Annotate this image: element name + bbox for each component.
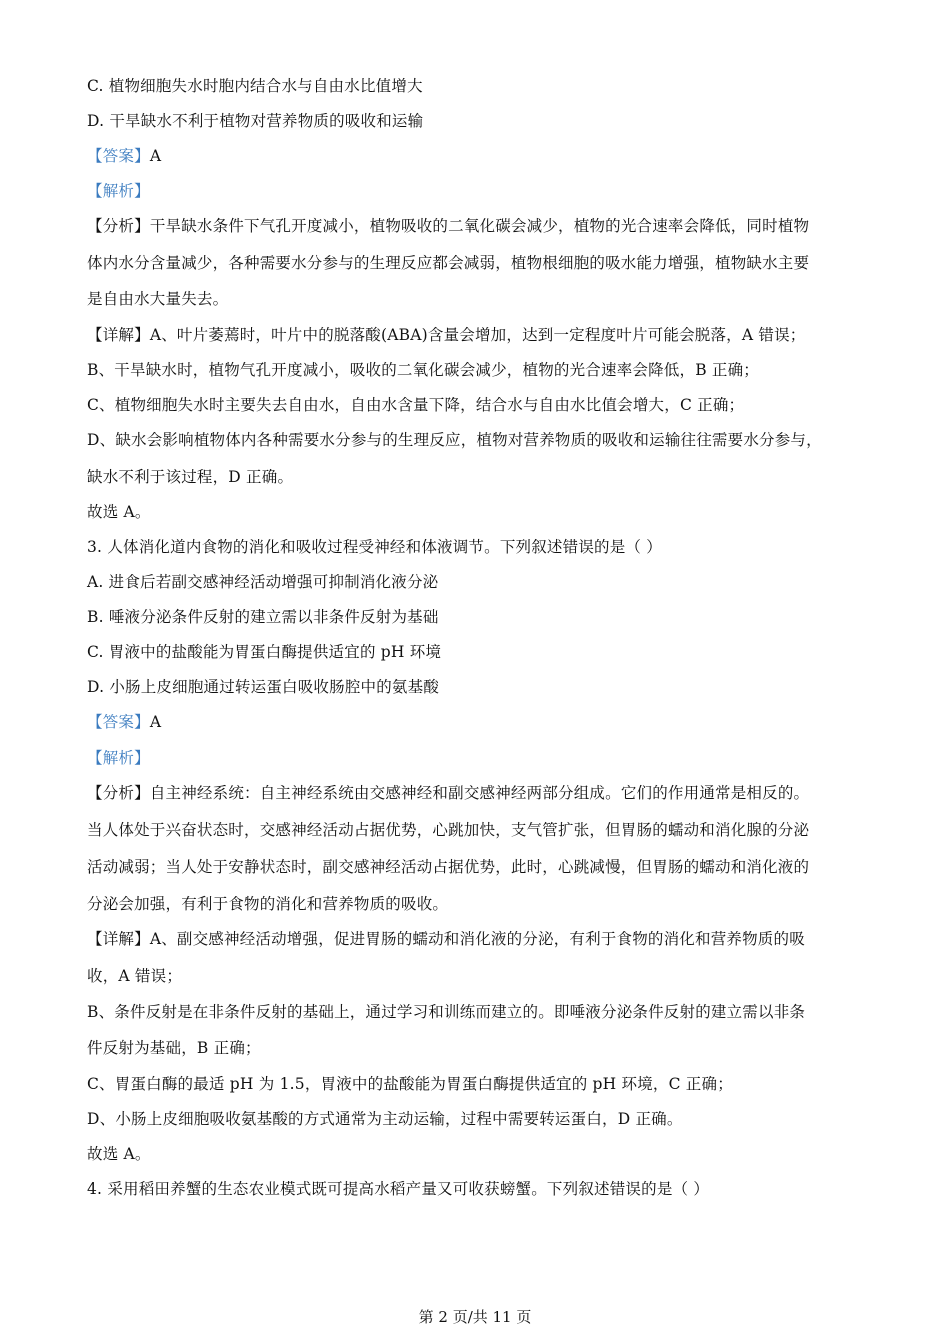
line-text: A、副交感神经活动增强，促进胃肠的蠕动和消化液的分泌，有利于食物的消化和营养物质的吸 xyxy=(149,930,805,948)
section-label: 【解析】 xyxy=(87,182,150,200)
line-text: D、小肠上皮细胞吸收氨基酸的方式通常为主动运输，过程中需要转运蛋白，D 正确。 xyxy=(87,1110,683,1128)
text-line xyxy=(87,253,809,273)
text-line xyxy=(87,467,293,487)
text-line xyxy=(87,929,805,949)
text-line xyxy=(87,1038,261,1058)
line-text: 缺水不利于该过程，D 正确。 xyxy=(87,468,294,486)
line-text: B. 唾液分泌条件反射的建立需以非条件反射为基础 xyxy=(87,608,439,626)
text-line xyxy=(87,216,809,236)
text-line xyxy=(87,1179,709,1199)
line-text: A xyxy=(149,147,162,165)
text-line xyxy=(87,1074,733,1094)
text-line xyxy=(87,289,228,309)
line-text: 体内水分含量减少，各种需要水分参与的生理反应都会减弱，植物根细胞的吸水能力增强，植物缺水主要 xyxy=(87,254,810,272)
line-text: A xyxy=(149,713,162,731)
line-text: A、叶片萎蔫时，叶片中的脱落酸(ABA)含量会增加，达到一定程度叶片可能会脱落，A 错误； xyxy=(149,326,806,344)
paragraph-label: 【分析】 xyxy=(87,784,150,802)
line-text: 分泌会加强，有利于食物的消化和营养物质的吸收。 xyxy=(87,895,449,913)
line-text: 故选 A。 xyxy=(87,1145,151,1163)
line-text: 收，A 错误； xyxy=(87,967,183,985)
text-line xyxy=(87,1109,683,1129)
text-line xyxy=(87,1002,805,1022)
text-line xyxy=(87,607,439,627)
line-text: 件反射为基础，B 正确； xyxy=(87,1039,261,1057)
text-line xyxy=(87,966,182,986)
text-line xyxy=(87,325,806,345)
text-line xyxy=(87,537,662,557)
paragraph-label: 【详解】 xyxy=(87,326,150,344)
text-line xyxy=(87,712,161,732)
line-text: 3. 人体消化道内食物的消化和吸收过程受神经和体液调节。下列叙述错误的是（ ） xyxy=(87,538,662,556)
text-line xyxy=(87,360,759,380)
paragraph-label: 【分析】 xyxy=(87,217,150,235)
line-text: D. 小肠上皮细胞通过转运蛋白吸收肠腔中的氨基酸 xyxy=(87,678,440,696)
text-line xyxy=(87,395,744,415)
line-text: 活动减弱；当人处于安静状态时，副交感神经活动占据优势，此时，心跳减慢，但胃肠的蠕动和消化液的 xyxy=(87,858,810,876)
line-text: 干旱缺水条件下气孔开度减小，植物吸收的二氧化碳会减少，植物的光合速率会降低，同时植物 xyxy=(149,217,810,235)
line-text: 故选 A。 xyxy=(87,503,151,521)
text-line xyxy=(87,572,438,592)
text-line xyxy=(87,111,423,131)
text-line xyxy=(87,181,150,201)
line-text: 4. 采用稻田养蟹的生态农业模式既可提高水稻产量又可收获螃蟹。下列叙述错误的是（ ） xyxy=(87,1180,710,1198)
paragraph-label: 【详解】 xyxy=(87,930,150,948)
text-line xyxy=(87,677,439,697)
text-line xyxy=(87,642,441,662)
section-label: 【解析】 xyxy=(87,749,150,767)
text-line xyxy=(87,894,448,914)
text-line xyxy=(87,783,809,803)
text-line xyxy=(87,857,809,877)
text-line xyxy=(87,748,150,768)
text-line xyxy=(87,1144,151,1164)
text-line xyxy=(87,502,151,522)
line-text: 是自由水大量失去。 xyxy=(87,290,229,308)
line-text: 自主神经系统：自主神经系统由交感神经和副交感神经两部分组成。它们的作用通常是相反的。 xyxy=(149,784,810,802)
section-label: 【答案】 xyxy=(87,147,150,165)
text-line xyxy=(87,430,822,450)
text-line xyxy=(87,146,161,166)
line-text: D. 干旱缺水不利于植物对营养物质的吸收和运输 xyxy=(87,112,424,130)
line-text: D、缺水会影响植物体内各种需要水分参与的生理反应，植物对营养物质的吸收和运输往往需要水分参与， xyxy=(87,431,822,449)
line-text: C. 胃液中的盐酸能为胃蛋白酶提供适宜的 pH 环境 xyxy=(87,643,442,661)
page-footer: 第 2 页/共 11 页 xyxy=(418,1308,532,1326)
section-label: 【答案】 xyxy=(87,713,150,731)
line-text: 当人体处于兴奋状态时，交感神经活动占据优势，心跳加快，支气管扩张，但胃肠的蠕动和消化腺的分泌 xyxy=(87,821,810,839)
line-text: B、干旱缺水时，植物气孔开度减小，吸收的二氧化碳会减少，植物的光合速率会降低，B 正确； xyxy=(87,361,760,379)
line-text: C. 植物细胞失水时胞内结合水与自由水比值增大 xyxy=(87,77,423,95)
text-line xyxy=(87,76,423,96)
text-line xyxy=(87,820,809,840)
line-text: A. 进食后若副交感神经活动增强可抑制消化液分泌 xyxy=(87,573,439,591)
line-text: C、植物细胞失水时主要失去自由水，自由水含量下降，结合水与自由水比值会增大，C 正确； xyxy=(87,396,745,414)
line-text: B、条件反射是在非条件反射的基础上，通过学习和训练而建立的。即唾液分泌条件反射的建立需以非条 xyxy=(87,1003,806,1021)
line-text: C、胃蛋白酶的最适 pH 为 1.5，胃液中的盐酸能为胃蛋白酶提供适宜的 pH 环境，C 正确； xyxy=(87,1075,733,1093)
